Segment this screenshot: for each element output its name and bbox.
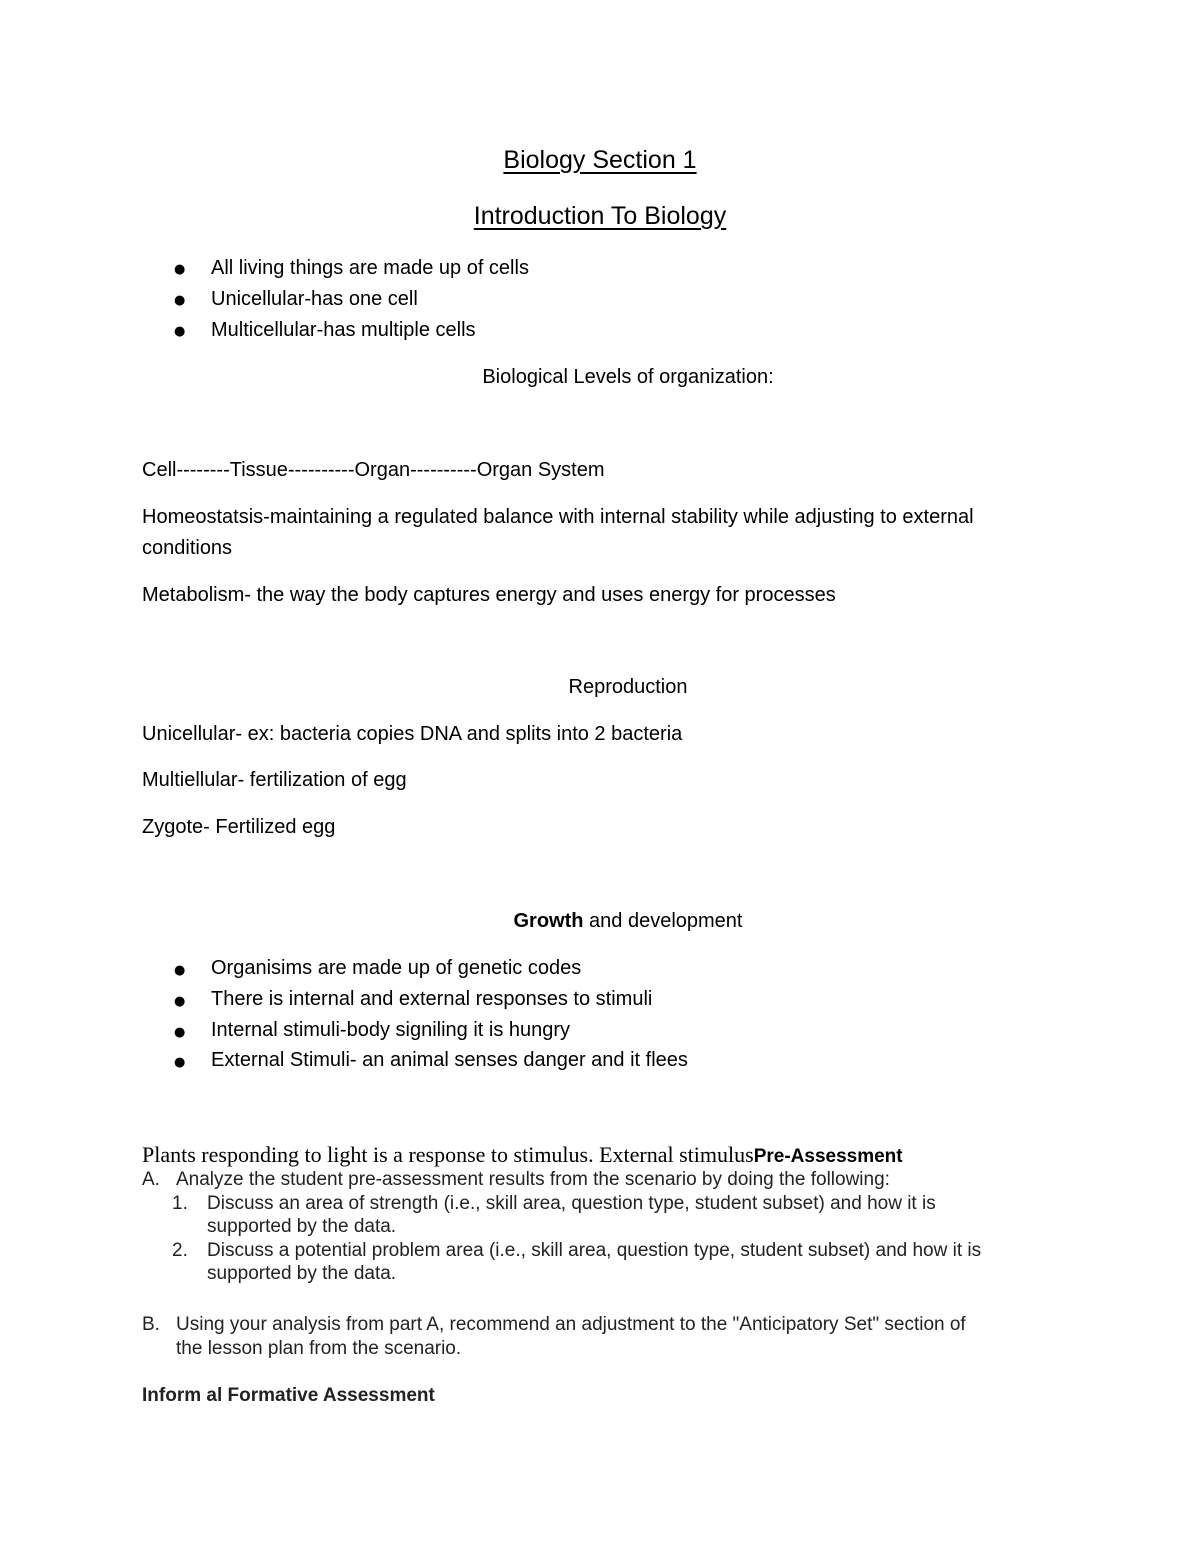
bullet-icon: ● bbox=[174, 324, 186, 339]
growth-heading-bold: Growth bbox=[513, 910, 584, 932]
informal-assessment-heading: Inform al Formative Assessment bbox=[142, 1385, 435, 1406]
item-a-marker: A. bbox=[142, 1169, 160, 1190]
bullet-icon: ● bbox=[174, 963, 186, 978]
levels-heading: Biological Levels of organization: bbox=[482, 366, 774, 388]
growth-heading-rest: and development bbox=[583, 910, 743, 932]
growth-heading bbox=[0, 910, 1200, 933]
item-b-text: Using your analysis from part A, recommend an adjustment to the "Anticipatory Set" section of bbox=[176, 1314, 966, 1335]
bullet-icon: ● bbox=[174, 994, 186, 1009]
metabolism-line: Metabolism- the way the body captures energy and uses energy for processes bbox=[142, 584, 836, 606]
list-item: There is internal and external responses to stimuli bbox=[211, 988, 653, 1010]
document-subtitle: Introduction To Biology bbox=[473, 202, 727, 230]
homeostasis-line-cont: conditions bbox=[142, 537, 233, 559]
bullet-icon: ● bbox=[174, 262, 186, 277]
reproduction-heading: Reproduction bbox=[568, 676, 688, 698]
plants-line bbox=[142, 1142, 903, 1168]
homeostasis-line: Homeostatsis-maintaining a regulated balance with internal stability while adjusting to external bbox=[142, 506, 974, 528]
list-item: Organisims are made up of genetic codes bbox=[211, 957, 582, 979]
item-b-marker: B. bbox=[142, 1314, 160, 1335]
list-item: All living things are made up of cells bbox=[211, 257, 529, 279]
list-item: Multicellular-has multiple cells bbox=[211, 319, 476, 341]
item-2-text: Discuss a potential problem area (i.e., skill area, question type, student subset) and how it is bbox=[207, 1240, 982, 1261]
item-1-marker: 1. bbox=[172, 1193, 188, 1214]
reproduction-unicellular: Unicellular- ex: bacteria copies DNA and splits into 2 bacteria bbox=[142, 723, 683, 745]
document-title: Biology Section 1 bbox=[503, 146, 697, 174]
reproduction-zygote: Zygote- Fertilized egg bbox=[142, 816, 336, 838]
reproduction-multicellular: Multiellular- fertilization of egg bbox=[142, 769, 407, 791]
bullet-icon: ● bbox=[174, 1055, 186, 1070]
list-item: Unicellular-has one cell bbox=[211, 288, 418, 310]
item-2-text-cont: supported by the data. bbox=[207, 1263, 397, 1284]
bullet-icon: ● bbox=[174, 1025, 186, 1040]
list-item: External Stimuli- an animal senses danger and it flees bbox=[211, 1049, 688, 1071]
item-1-text: Discuss an area of strength (i.e., skill area, question type, student subset) and how it is bbox=[207, 1193, 936, 1214]
item-1-text-cont: supported by the data. bbox=[207, 1216, 397, 1237]
item-2-marker: 2. bbox=[172, 1240, 188, 1261]
bullet-icon: ● bbox=[174, 293, 186, 308]
item-b-text-cont: the lesson plan from the scenario. bbox=[176, 1338, 462, 1359]
plants-text: Plants responding to light is a response to stimulus. External stimulus bbox=[142, 1142, 754, 1167]
levels-line: Cell--------Tissue----------Organ----------Organ System bbox=[142, 459, 605, 481]
pre-assessment-heading: Pre-Assessment bbox=[753, 1146, 903, 1167]
list-item: Internal stimuli-body signiling it is hungry bbox=[211, 1019, 571, 1041]
item-a-text: Analyze the student pre-assessment results from the scenario by doing the following: bbox=[176, 1169, 890, 1190]
